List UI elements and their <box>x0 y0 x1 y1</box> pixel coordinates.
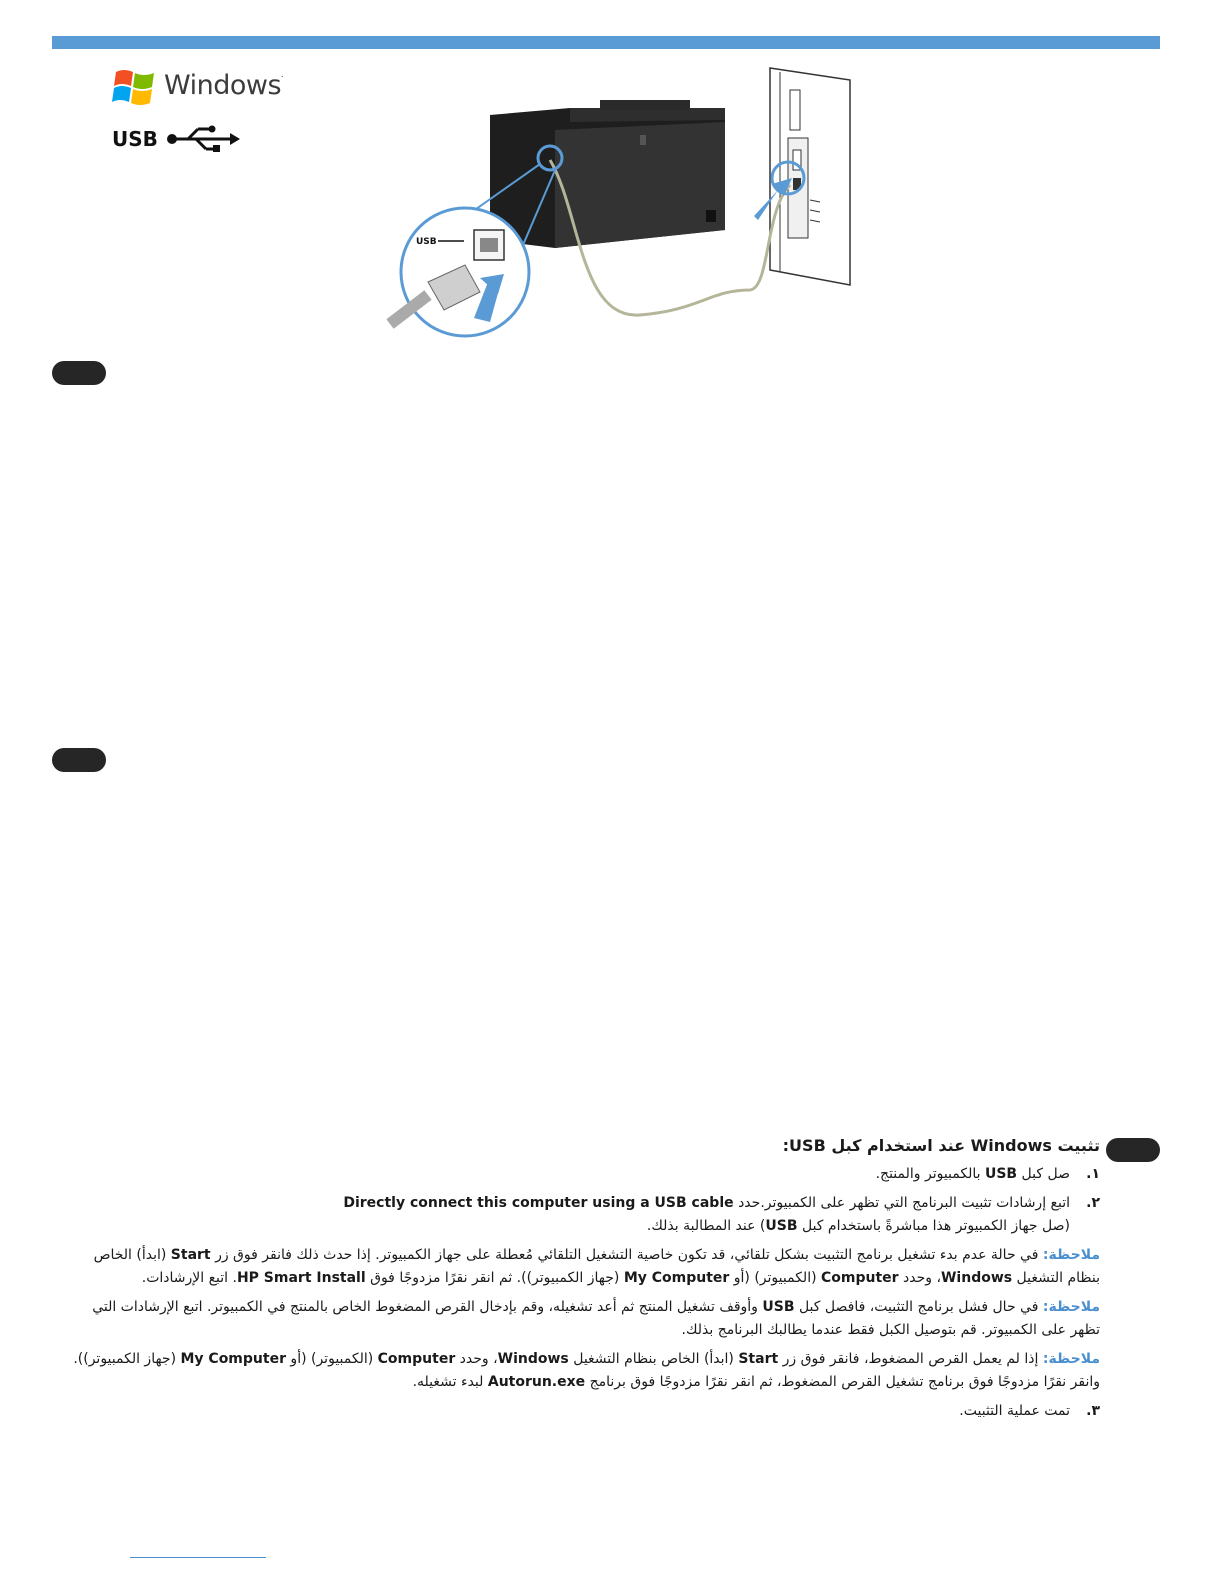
header-accent-bar <box>52 36 1160 49</box>
language-tab-marker-2 <box>52 748 106 772</box>
computer-tower <box>770 68 850 285</box>
arabic-install-section <box>60 1134 1100 1429</box>
footer-divider <box>130 1557 266 1558</box>
language-tab-marker-arabic <box>1106 1138 1160 1162</box>
step-text: تمت عملية التثبيت. <box>959 1403 1070 1419</box>
usb-icon <box>166 124 240 154</box>
usb-connection-label <box>112 120 240 158</box>
windows-wordmark: Windows. <box>164 70 284 101</box>
windows-logo <box>112 62 284 112</box>
note-3: ملاحظة: إذا لم يعمل القرص المضغوط، فانقر فوق زر Start (ابدأ) الخاص بنظام التشغيل Windows، وحدد Computer (الكمبيوتر) (أو My Computer (جهاز الكمبيوتر)). وانقر نقرًا مزدوجًا فوق برنامج تشغيل القرص المضغوط، ثم انقر نقرًا مزدوجًا فوق برنامج Autorun.exe لبدء تشغيله. <box>73 1351 1100 1390</box>
step-1 <box>60 1163 1100 1186</box>
note-2: ملاحظة: في حال فشل برنامج التثبيت، فافصل كبل USB وأوقف تشغيل المنتج ثم أعد تشغيله، وقم بإدخال القرص المضغوط الخاص بالمنتج في الكمبيوتر. اتبع الإرشادات التي تظهر على الكمبيوتر. قم بتوصيل الكبل فقط عندما يطالبك البرنامج بذلك. <box>92 1299 1100 1338</box>
closeup-usb-label: USB <box>416 237 437 247</box>
step-3 <box>60 1400 1100 1423</box>
windows-flag-icon <box>112 66 158 108</box>
section-heading: تثبيت Windows عند استخدام كبل USB: <box>782 1136 1100 1155</box>
printer-usb-connection-illustration <box>380 60 860 350</box>
step-number: ٣. <box>1086 1403 1100 1419</box>
step-number: ٢. <box>1086 1195 1100 1211</box>
usb-text: USB <box>112 127 158 151</box>
step-2 <box>60 1192 1100 1238</box>
step-number: ١. <box>1086 1166 1100 1182</box>
language-tab-marker-1 <box>52 361 106 385</box>
step-text: اتبع إرشادات تثبيت البرنامج التي تظهر على الكمبيوتر.حدد Directly connect this computer using a USB cable (صل جهاز الكمبيوتر هذا مباشرةً باستخدام كبل USB) عند المطالبة بذلك. <box>343 1195 1070 1234</box>
note-label: ملاحظة: <box>1042 1299 1100 1315</box>
note-label: ملاحظة: <box>1042 1247 1100 1263</box>
note-label: ملاحظة: <box>1042 1351 1100 1367</box>
step-text: صل كبل USB بالكمبيوتر والمنتج. <box>875 1166 1070 1182</box>
note-1: ملاحظة: في حالة عدم بدء تشغيل برنامج التثبيت بشكل تلقائي، قد تكون خاصية التشغيل التلقائي مُعطلة على جهاز الكمبيوتر. إذا حدث ذلك فانقر فوق زر Start (ابدأ) الخاص بنظام التشغيل Windows، وحدد Computer (الكمبيوتر) (أو My Computer (جهاز الكمبيوتر)). ثم انقر نقرًا مزدوجًا فوق HP Smart Install. اتبع الإرشادات. <box>93 1247 1100 1286</box>
usb-port-closeup <box>390 208 529 336</box>
